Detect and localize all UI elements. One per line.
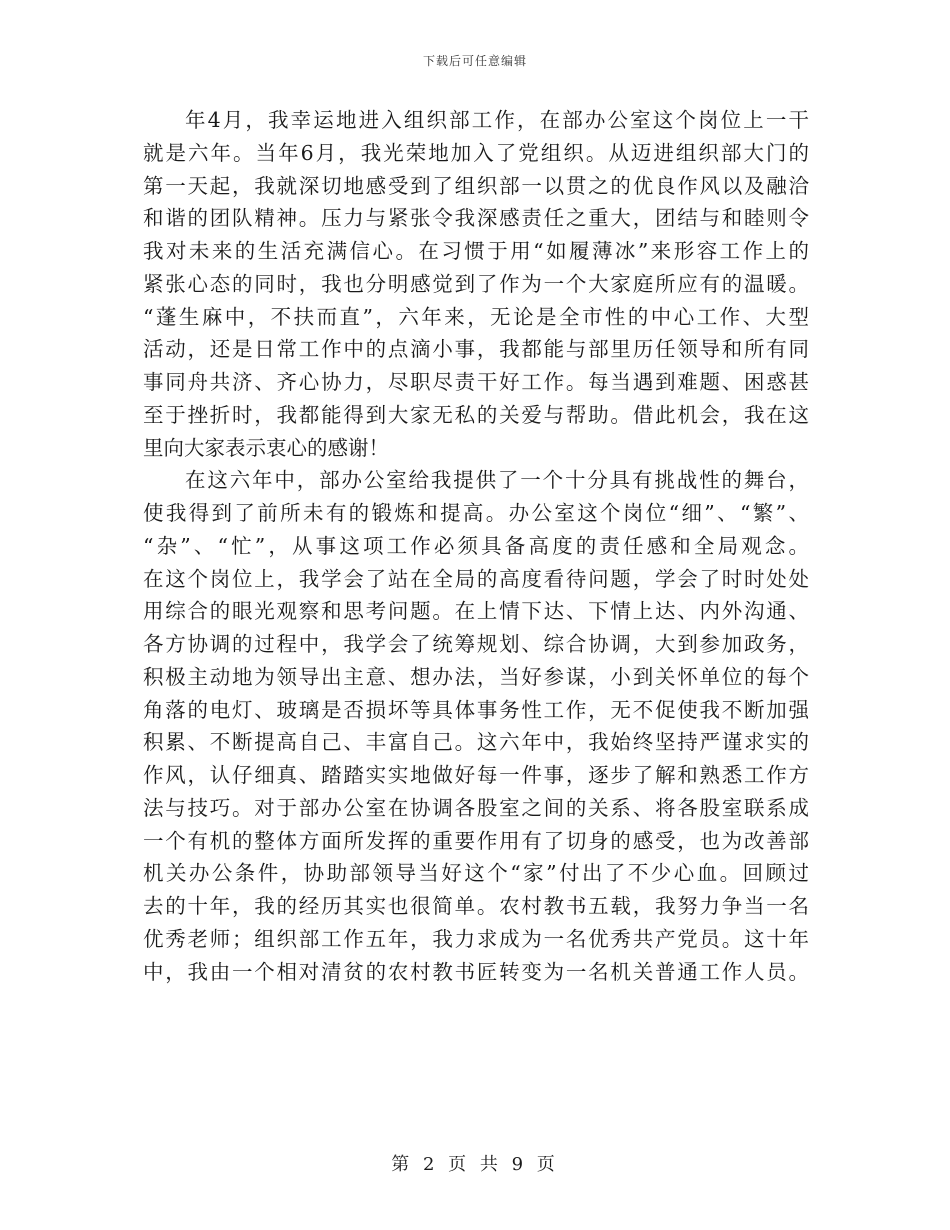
document-body bbox=[143, 104, 809, 988]
text-line: 紧张心态的同时，我也分明感觉到了作为一个大家庭所应有的温暖。 bbox=[143, 271, 809, 296]
text-line: 活动，还是日常工作中的点滴小事，我都能与部里历任领导和所有同 bbox=[143, 337, 809, 362]
paragraph-1 bbox=[143, 104, 809, 464]
text-line: 就是六年。当年6月，我光荣地加入了党组织。从迈进组织部大门的 bbox=[143, 140, 809, 165]
text-line: 至于挫折时，我都能得到大家无私的关爱与帮助。借此机会，我在这 bbox=[143, 402, 809, 427]
text-line: 中，我由一个相对清贫的农村教书匠转变为一名机关普通工作人员。 bbox=[143, 959, 809, 984]
page-number: 第 2 页 共 9 页 bbox=[391, 1154, 559, 1175]
text-line: 在这个岗位上，我学会了站在全局的高度看待问题，学会了时时处处 bbox=[143, 566, 809, 591]
text-line: 去的十年，我的经历其实也很简单。农村教书五载，我努力争当一名 bbox=[143, 894, 809, 918]
text-line: 事同舟共济、齐心协力，尽职尽责干好工作。每当遇到难题、困惑甚 bbox=[143, 370, 809, 394]
text-line: “杂”、“忙”，从事这项工作必须具备高度的责任感和全局观念。 bbox=[143, 533, 809, 558]
text-line: 一个有机的整体方面所发挥的重要作用有了切身的感受，也为改善部 bbox=[143, 828, 809, 853]
text-line: 机关办公条件，协助部领导当好这个“家”付出了不少心血。回顾过 bbox=[143, 861, 809, 886]
page-header-note: 下载后可任意编辑 bbox=[422, 54, 527, 68]
text-line: 我对未来的生活充满信心。在习惯于用“如履薄冰”来形容工作上的 bbox=[143, 239, 809, 263]
text-line: 各方协调的过程中，我学会了统筹规划、综合协调，大到参加政务， bbox=[143, 632, 809, 656]
text-line: 在这六年中，部办公室给我提供了一个十分具有挑战性的舞台， bbox=[185, 468, 809, 493]
text-line: “蓬生麻中，不扶而直”，六年来，无论是全市性的中心工作、大型 bbox=[143, 304, 809, 329]
text-line: 积极主动地为领导出主意、想办法，当好参谋，小到关怀单位的每个 bbox=[143, 664, 809, 689]
text-line: 法与技巧。对于部办公室在协调各股室之间的关系、将各股室联系成 bbox=[143, 795, 809, 820]
text-line: 和谐的团队精神。压力与紧张令我深感责任之重大，团结与和睦则令 bbox=[143, 206, 809, 231]
text-line: 年4月，我幸运地进入组织部工作，在部办公室这个岗位上一干 bbox=[185, 108, 809, 132]
text-line: 作风，认仔细真、踏踏实实地做好每一件事，逐步了解和熟悉工作方 bbox=[143, 763, 809, 787]
text-line: 里向大家表示衷心的感谢！ bbox=[143, 435, 389, 460]
text-line: 使我得到了前所未有的锻炼和提高。办公室这个岗位“细”、“繁”、 bbox=[143, 501, 809, 525]
text-line: 用综合的眼光观察和思考问题。在上情下达、下情上达、内外沟通、 bbox=[143, 599, 809, 624]
text-line: 积累、不断提高自己、丰富自己。这六年中，我始终坚持严谨求实的 bbox=[143, 730, 809, 755]
text-line: 第一天起，我就深切地感受到了组织部一以贯之的优良作风以及融洽 bbox=[143, 173, 809, 198]
text-line: 优秀老师；组织部工作五年，我力求成为一名优秀共产党员。这十年 bbox=[143, 926, 809, 951]
paragraph-2 bbox=[143, 464, 809, 988]
text-line: 角落的电灯、玻璃是否损坏等具体事务性工作，无不促使我不断加强 bbox=[143, 697, 809, 722]
